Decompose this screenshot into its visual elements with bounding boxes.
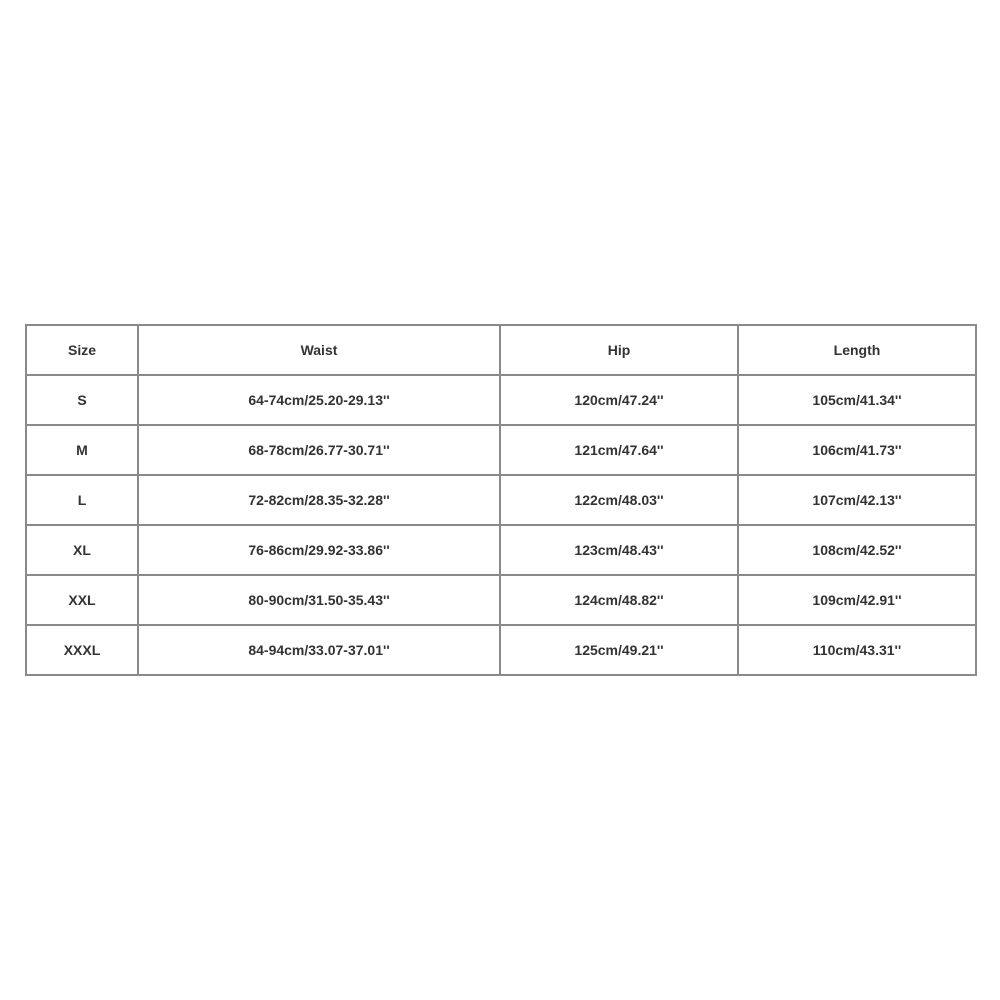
cell-size: S	[26, 375, 138, 425]
cell-waist: 68-78cm/26.77-30.71''	[138, 425, 500, 475]
table-row	[26, 475, 976, 525]
header-size: Size	[26, 325, 138, 375]
cell-length: 108cm/42.52''	[738, 525, 976, 575]
cell-size: XL	[26, 525, 138, 575]
cell-length: 106cm/41.73''	[738, 425, 976, 475]
size-chart-table	[25, 324, 977, 676]
cell-size: L	[26, 475, 138, 525]
cell-waist: 72-82cm/28.35-32.28''	[138, 475, 500, 525]
table-row	[26, 625, 976, 675]
cell-hip: 120cm/47.24''	[500, 375, 738, 425]
cell-size: XXXL	[26, 625, 138, 675]
cell-waist: 80-90cm/31.50-35.43''	[138, 575, 500, 625]
table-header-row	[26, 325, 976, 375]
cell-length: 105cm/41.34''	[738, 375, 976, 425]
table-row	[26, 375, 976, 425]
cell-hip: 123cm/48.43''	[500, 525, 738, 575]
header-length: Length	[738, 325, 976, 375]
table-row	[26, 525, 976, 575]
cell-length: 110cm/43.31''	[738, 625, 976, 675]
cell-hip: 121cm/47.64''	[500, 425, 738, 475]
cell-size: XXL	[26, 575, 138, 625]
table-row	[26, 575, 976, 625]
cell-hip: 125cm/49.21''	[500, 625, 738, 675]
cell-hip: 122cm/48.03''	[500, 475, 738, 525]
cell-waist: 84-94cm/33.07-37.01''	[138, 625, 500, 675]
header-hip: Hip	[500, 325, 738, 375]
cell-waist: 76-86cm/29.92-33.86''	[138, 525, 500, 575]
cell-waist: 64-74cm/25.20-29.13''	[138, 375, 500, 425]
table-row	[26, 425, 976, 475]
cell-hip: 124cm/48.82''	[500, 575, 738, 625]
cell-length: 107cm/42.13''	[738, 475, 976, 525]
cell-size: M	[26, 425, 138, 475]
cell-length: 109cm/42.91''	[738, 575, 976, 625]
header-waist: Waist	[138, 325, 500, 375]
